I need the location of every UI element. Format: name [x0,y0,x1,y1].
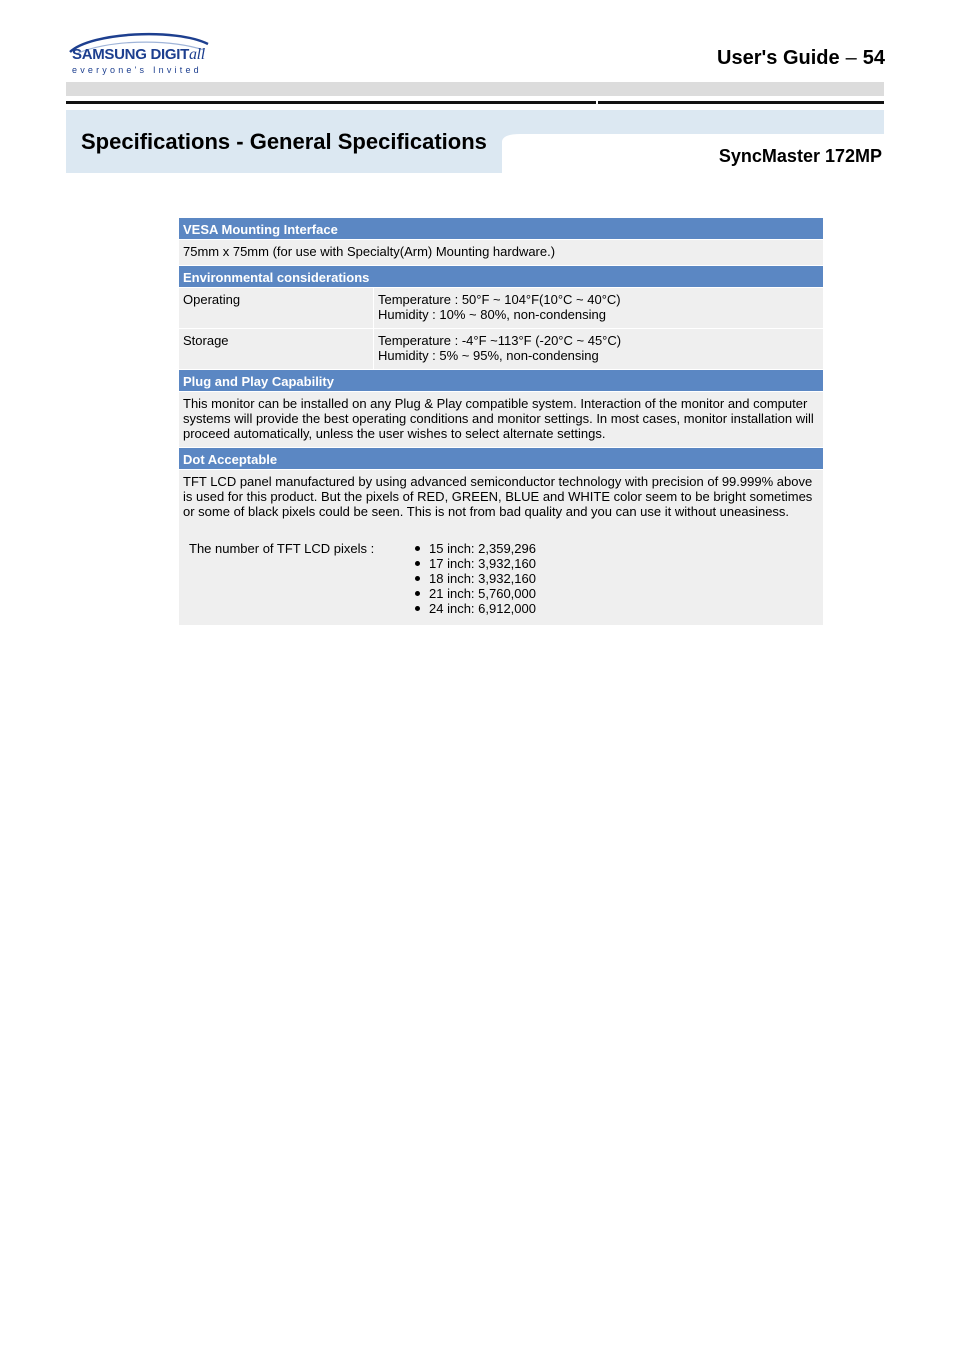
storage-values [374,329,824,370]
section-heading: Dot Acceptable [179,448,824,470]
bullet-icon [415,591,420,596]
logo-brand: SAMSUNG DIGITall [72,46,205,63]
section-header-pnp [179,370,824,392]
pnp-text: This monitor can be installed on any Plug & Play compatible system. Interaction of the monitor and computer systems will provide the best operating conditions and monitor settings. In most cases, monitor installation will proceed automatically, unless the user wishes to select alternate settings. [179,392,824,448]
storage-label: Storage [179,329,374,370]
section-heading: Plug and Play Capability [179,370,824,392]
section-heading: VESA Mounting Interface [179,218,824,240]
table-row-operating [179,288,824,329]
storage-temperature: Temperature : -4°F ~113°F (-20°C ~ 45°C) [378,333,622,348]
logo-tagline: everyone's Invited [72,65,202,75]
page-title: Specifications - General Specifications [81,129,487,154]
section-header-dot [179,448,824,470]
pixel-counts [183,541,819,616]
list-item: 21 inch: 5,760,000 [429,586,536,601]
header-gray-bar [66,82,884,96]
page-number: 54 [862,47,885,69]
guide-title: User's Guide [717,47,840,69]
section-heading: Environmental considerations [179,266,824,288]
header-rule-left [66,101,596,104]
table-row-storage [179,329,824,370]
dot-cell [179,470,824,626]
operating-temperature: Temperature : 50°F ~ 104°F(10°C ~ 40°C) [378,292,621,307]
dot-row [179,470,824,626]
users-guide-label [717,47,885,70]
bullet-icon [415,576,420,581]
vesa-row [179,240,824,266]
section-header-environment [179,266,824,288]
guide-separator: – [845,47,857,69]
vesa-text: 75mm x 75mm (for use with Specialty(Arm) Mounting hardware.) [179,240,824,266]
list-item: 17 inch: 3,932,160 [429,556,536,571]
list-item: 18 inch: 3,932,160 [429,571,536,586]
title-curve-shape [500,110,540,173]
dot-text: TFT LCD panel manufactured by using advanced semiconductor technology with precision of 99.999% above is used for this product. But the pixels of RED, GREEN, BLUE and WHITE color seem to be bright sometimes or some of black pixels could be seen. This is not from bad quality and you can use it without uneasiness. [183,474,813,519]
list-item: 24 inch: 6,912,000 [429,601,536,616]
operating-humidity: Humidity : 10% ~ 80%, non-condensing [378,307,606,322]
header-rule-right [598,101,884,104]
pnp-row [179,392,824,448]
storage-humidity: Humidity : 5% ~ 95%, non-condensing [378,348,599,363]
bullet-icon [415,561,420,566]
pixel-list [403,541,536,616]
pixels-label: The number of TFT LCD pixels : [189,541,375,556]
samsung-logo [66,30,216,80]
model-name: SyncMaster 172MP [718,146,882,166]
bullet-icon [415,606,420,611]
bullet-icon [415,546,420,551]
list-item: 15 inch: 2,359,296 [429,541,536,556]
operating-values [374,288,824,329]
spec-table [178,217,824,626]
operating-label: Operating [179,288,374,329]
section-header-vesa [179,218,824,240]
